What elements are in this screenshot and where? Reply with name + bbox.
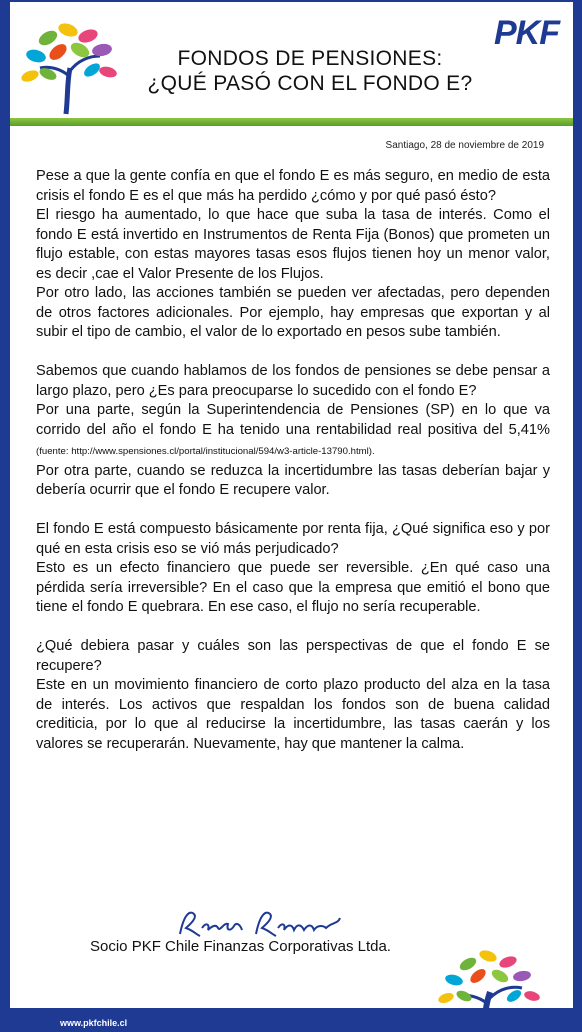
source-citation: (fuente: http://www.spensiones.cl/portal/institucional/594/w3-article-13790.html). bbox=[36, 446, 375, 457]
paragraph: Sabemos que cuando hablamos de los fondos de pensiones se debe pensar a largo plazo, pero ¿Es para preocuparse lo sucedido con el fondo E? bbox=[36, 363, 550, 399]
paragraph: Este en un movimiento financiero de corto plazo producto del alza en la tasa de interés. Los activos que respaldan los fondos son de buena calidad crediticia, por lo que al reducirse la incertidumbre, las tasas caerán y los valores se recuperarán. Nuevamente, hay que mantener la calma. bbox=[36, 677, 550, 752]
paragraph: Esto es un efecto financiero que puede ser reversible. ¿En qué caso una pérdida sería irreversible? En el caso que la empresa que emitió el bono que tiene el fondo E quebrara. En ese caso, el flujo no sería recuperable. bbox=[36, 560, 550, 615]
paragraph: El fondo E está compuesto básicamente por renta fija, ¿Qué significa eso y por qué en esta crisis eso se vió más perjudicado? bbox=[36, 521, 550, 557]
footer-website-link[interactable]: www.pkfchile.cl bbox=[60, 1018, 128, 1028]
paragraph: Pese a que la gente confía en que el fondo E es más seguro, en medio de esta crisis el fondo E es el que más ha perdido ¿cómo y por qué pasó ésto? bbox=[36, 168, 550, 204]
header bbox=[10, 2, 573, 120]
page-title bbox=[100, 46, 520, 96]
article-body bbox=[36, 167, 550, 754]
paragraph: Por otra parte, cuando se reduzca la incertidumbre las tasas deberían bajar y debería ocurrir que el fondo E recupere valor. bbox=[36, 462, 550, 498]
paragraph: Por otro lado, las acciones también se pueden ver afectadas, pero dependen de otros factores adicionales. Por ejemplo, hay empresas que exportan y al subir el tipo de cambio, el valor de lo exportado en pesos sube también. bbox=[36, 285, 550, 340]
title-line-1: FONDOS DE PENSIONES: bbox=[177, 47, 443, 70]
signature-caption: Socio PKF Chile Finanzas Corporativas Ltda. bbox=[90, 938, 391, 955]
paragraph bbox=[36, 401, 550, 462]
pkf-logo: PKF bbox=[494, 14, 559, 52]
paragraph: El riesgo ha aumentado, lo que hace que suba la tasa de interés. Como el fondo E está invertido en Instrumentos de Renta Fija (Bonos) que prometen un flujo estable, con estas mayores tasas esos flujos tienen hoy un menor valor, es decir ,cae el Valor Presente de los Flujos. bbox=[36, 207, 550, 282]
paragraph: ¿Qué debiera pasar y cuáles son las perspectivas de que el fondo E se recupere? bbox=[36, 638, 550, 674]
title-line-2: ¿QUÉ PASÓ CON EL FONDO E? bbox=[147, 72, 473, 95]
header-divider bbox=[10, 118, 573, 126]
paragraph-text: Por una parte, según la Superintendencia de Pensiones (SP) en lo que va corrido del año el fondo E ha tenido una rentabilidad real positiva del 5,41% bbox=[36, 402, 550, 438]
date-line: Santiago, 28 de noviembre de 2019 bbox=[385, 140, 544, 151]
